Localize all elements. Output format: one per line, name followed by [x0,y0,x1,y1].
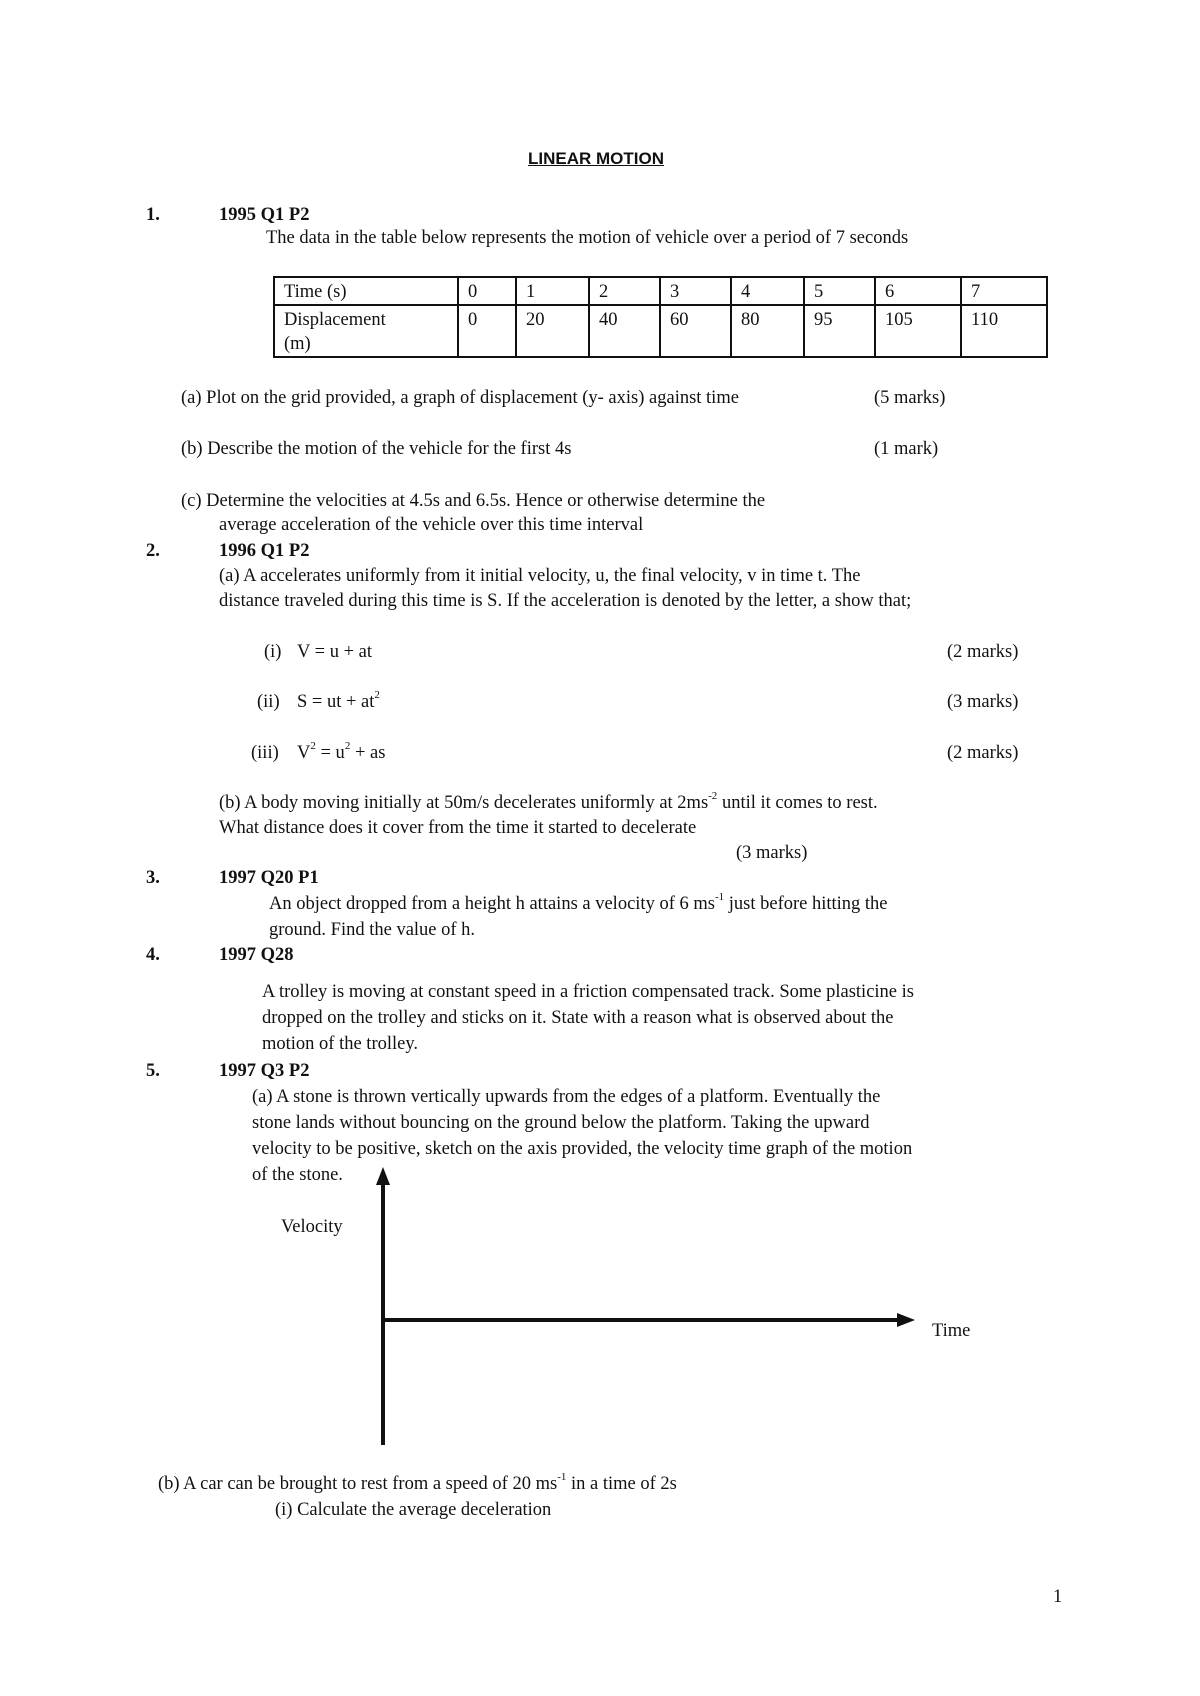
table-cell: 6 [875,277,961,305]
table-cell: 2 [589,277,660,305]
table-cell: 7 [961,277,1047,305]
q2-part-b-line1: (b) A body moving initially at 50m/s decelerates uniformly at $2ms^{-2}$ until it comes to rest. [219,790,878,813]
y-axis-label: Velocity [281,1217,343,1237]
q1-part-a: (a) Plot on the grid provided, a graph of displacement (y- axis) against time [181,388,739,408]
q4-line1: A trolley is moving at constant speed in a friction compensated track. Some plasticine is [262,982,914,1002]
q2-iii-label: (iii) [251,743,279,763]
q5-part-a-line1: (a) A stone is thrown vertically upwards from the edges of a platform. Eventually the [252,1087,881,1107]
q3-line1: An object dropped from a height h attains a velocity of 6 $ms^{-1}$ just before hitting the [269,891,888,914]
q2-ii-equation: S = ut + $at^2$ [297,689,380,712]
q1-part-b-marks: (1 mark) [874,439,939,459]
table-cell: 110 [961,305,1047,357]
page-title: LINEAR MOTION [528,149,664,168]
q1-number: 1. [146,205,160,225]
x-axis-label: Time [932,1321,971,1341]
q2-iii-marks: (2 marks) [947,743,1019,763]
q4-line2: dropped on the trolley and sticks on it. State with a reason what is observed about the [262,1008,894,1028]
q1-part-c-line2: average acceleration of the vehicle over this time interval [219,515,644,535]
q2-part-a-line2: distance traveled during this time is S. If the acceleration is denoted by the letter, a show that; [219,591,912,611]
table-cell: 105 [875,305,961,357]
page-number: 1 [1053,1587,1063,1607]
q5-part-a-line4: of the stone. [252,1165,343,1185]
q2-iii-equation: $V^2 = u^2$ + as [297,740,386,763]
q4-number: 4. [146,945,160,965]
q2-part-b-line2: What distance does it cover from the time it started to decelerate [219,818,697,838]
q1-part-a-marks: (5 marks) [874,388,946,408]
q2-ii-marks: (3 marks) [947,692,1019,712]
q5-reference: 1997 Q3 P2 [219,1061,310,1081]
q2-reference: 1996 Q1 P2 [219,541,310,561]
q3-number: 3. [146,868,160,888]
table-cell: 0 [458,277,516,305]
table-cell: 4 [731,277,804,305]
q2-part-b-marks: (3 marks) [736,843,808,863]
q2-i-marks: (2 marks) [947,642,1019,662]
q5-part-a-line2: stone lands without bouncing on the ground below the platform. Taking the upward [252,1113,870,1133]
q2-ii-label: (ii) [257,692,280,712]
x-axis-arrowhead [897,1313,915,1327]
table-cell: 3 [660,277,731,305]
table-cell: 1 [516,277,589,305]
table-cell: 5 [804,277,875,305]
table-header-time: Time (s) [274,277,458,305]
q2-i-label: (i) [264,642,282,662]
table-cell: 80 [731,305,804,357]
q5-part-b-i: (i) Calculate the average deceleration [275,1500,552,1520]
q4-line3: motion of the trolley. [262,1034,419,1054]
q1-part-c-line1: (c) Determine the velocities at 4.5s and 6.5s. Hence or otherwise determine the [181,491,766,511]
q5-number: 5. [146,1061,160,1081]
q5-part-b-line1: (b) A car can be brought to rest from a speed of 20 $ms^{-1}$ in a time of 2s [158,1471,677,1494]
q3-reference: 1997 Q20 P1 [219,868,319,888]
q2-i-equation: V = u + at [297,642,372,662]
q2-part-a-line1: (a) A accelerates uniformly from it initial velocity, u, the final velocity, v in time t. The [219,566,861,586]
q5-part-a-line3: velocity to be positive, sketch on the axis provided, the velocity time graph of the motion [252,1139,913,1159]
q1-reference: 1995 Q1 P2 [219,205,310,225]
table-header-displacement: Displacement (m) [274,305,458,357]
table-cell: 60 [660,305,731,357]
table-cell: 0 [458,305,516,357]
y-axis-arrowhead [376,1167,390,1185]
q2-number: 2. [146,541,160,561]
table-cell: 40 [589,305,660,357]
q1-part-b: (b) Describe the motion of the vehicle for the first 4s [181,439,572,459]
table-cell: 95 [804,305,875,357]
q4-reference: 1997 Q28 [219,945,294,965]
q1-intro: The data in the table below represents the motion of vehicle over a period of 7 seconds [266,228,909,248]
q3-line2: ground. Find the value of h. [269,920,476,940]
table-cell: 20 [516,305,589,357]
